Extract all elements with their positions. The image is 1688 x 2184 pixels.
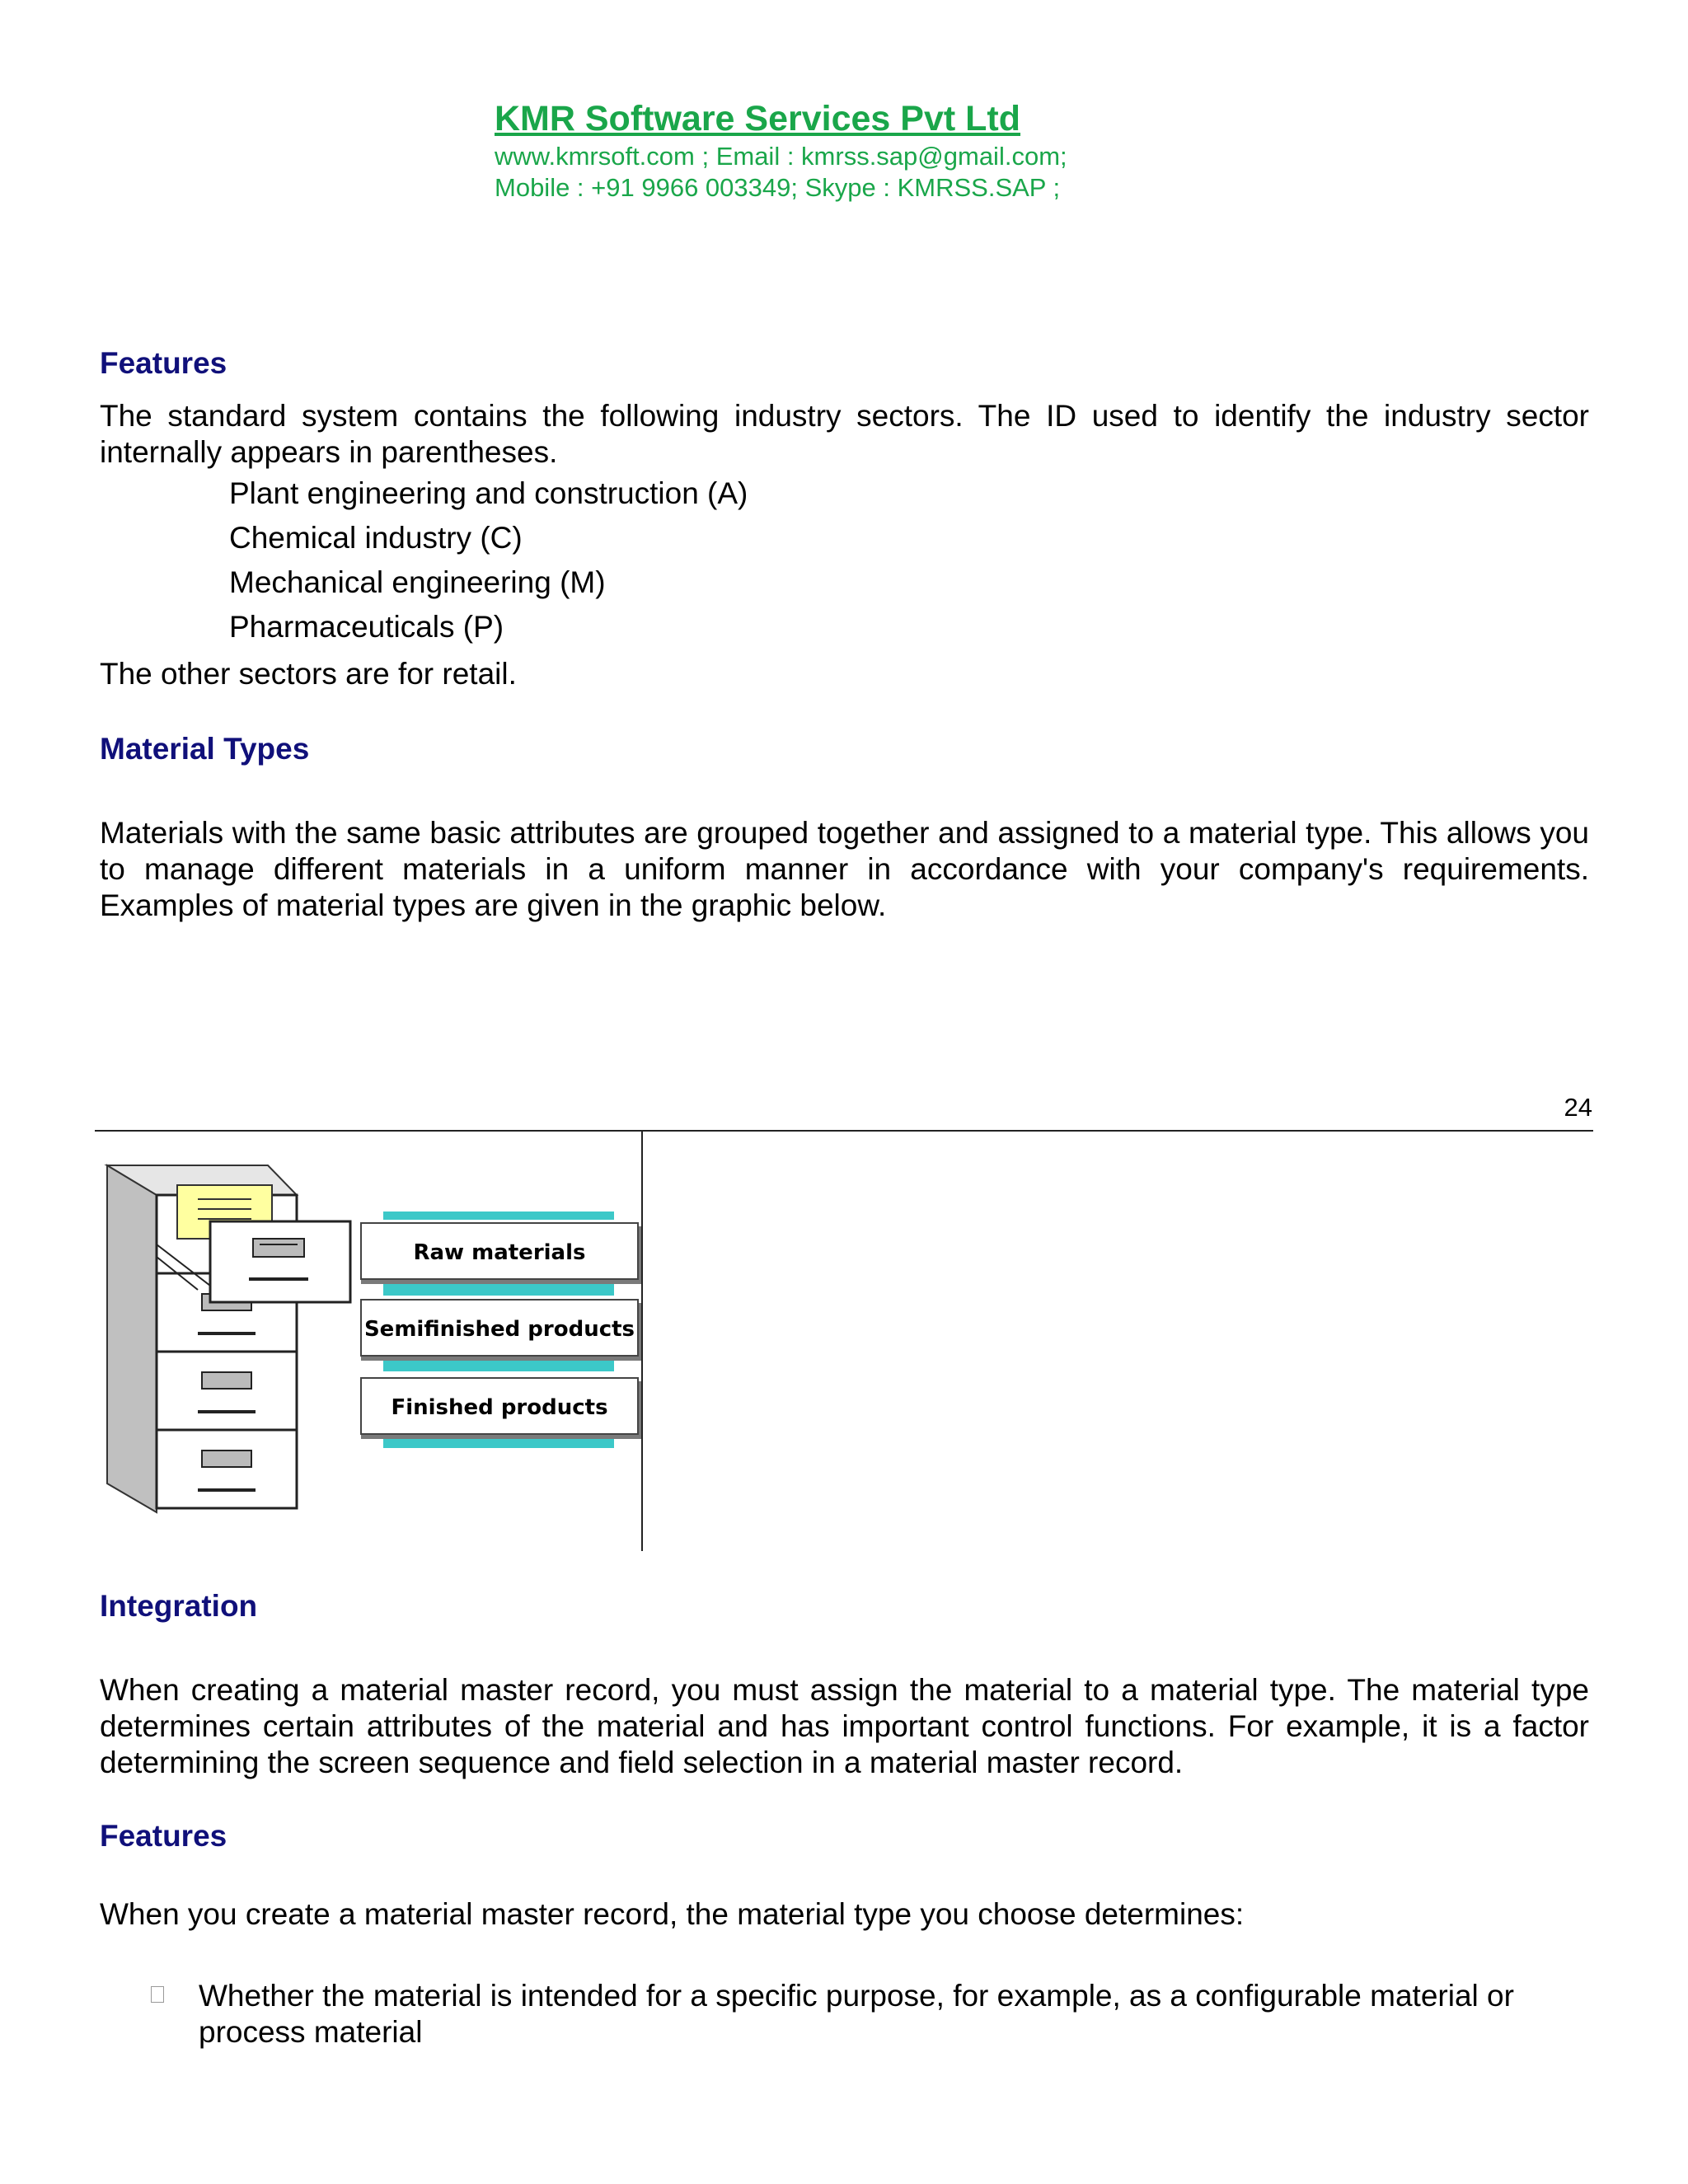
- sector-item: Mechanical engineering (M): [229, 565, 606, 599]
- sector-item: Chemical industry (C): [229, 521, 523, 555]
- sector-item: Pharmaceuticals (P): [229, 610, 504, 644]
- contact-line-phone-skype: Mobile : +91 9966 003349; Skype : KMRSS.SAP ;: [495, 173, 1061, 202]
- semifinished-products-label: Semifinished products: [363, 1317, 635, 1342]
- sector-item: Plant engineering and construction (A): [229, 476, 748, 510]
- drawer-front: [210, 1221, 350, 1302]
- features-intro: When you create a material master record, the material type you choose determines:: [100, 1897, 1245, 1931]
- material-types-graphic: [99, 1154, 643, 1549]
- features-heading-2: Features: [100, 1819, 227, 1853]
- finished-products-label: Finished products: [391, 1395, 608, 1420]
- features-heading: Features: [100, 346, 227, 380]
- material-types-heading: Material Types: [100, 732, 310, 766]
- page-number: 24: [1564, 1093, 1592, 1122]
- cyan-strip: [383, 1284, 614, 1296]
- raw-materials-label: Raw materials: [413, 1240, 586, 1265]
- features-paragraph: The standard system contains the following industry sectors. The ID used to identify the industry sector internally appears in parentheses.: [100, 399, 1589, 469]
- company-name: KMR Software Services Pvt Ltd: [495, 99, 1021, 138]
- cabinet-side: [107, 1165, 157, 1512]
- bullet-item: Whether the material is intended for a specific purpose, for example, as a configurable material or process material: [199, 1979, 1514, 2049]
- page-divider: [95, 1130, 1593, 1132]
- integration-paragraph: When creating a material master record, you must assign the material to a material type. The material type determines certain attributes of the material and has important control functions. For example, it is a factor determining the screen sequence and field selection in a material master record.: [100, 1673, 1589, 1779]
- cyan-strip: [383, 1360, 614, 1371]
- cyan-strip: [383, 1438, 614, 1448]
- contact-line-web-email: www.kmrsoft.com ; Email : kmrss.sap@gmail.com;: [495, 142, 1067, 171]
- material-types-paragraph: Materials with the same basic attributes are grouped together and assigned to a material type. This allows you to manage different materials in a uniform manner in accordance with your company's requirements. Examples of material types are given in the graphic below.: [100, 816, 1589, 922]
- features-closing: The other sectors are for retail.: [100, 657, 517, 691]
- integration-heading: Integration: [100, 1589, 258, 1623]
- bullet-icon: [151, 1986, 164, 2003]
- cyan-strip: [383, 1212, 614, 1220]
